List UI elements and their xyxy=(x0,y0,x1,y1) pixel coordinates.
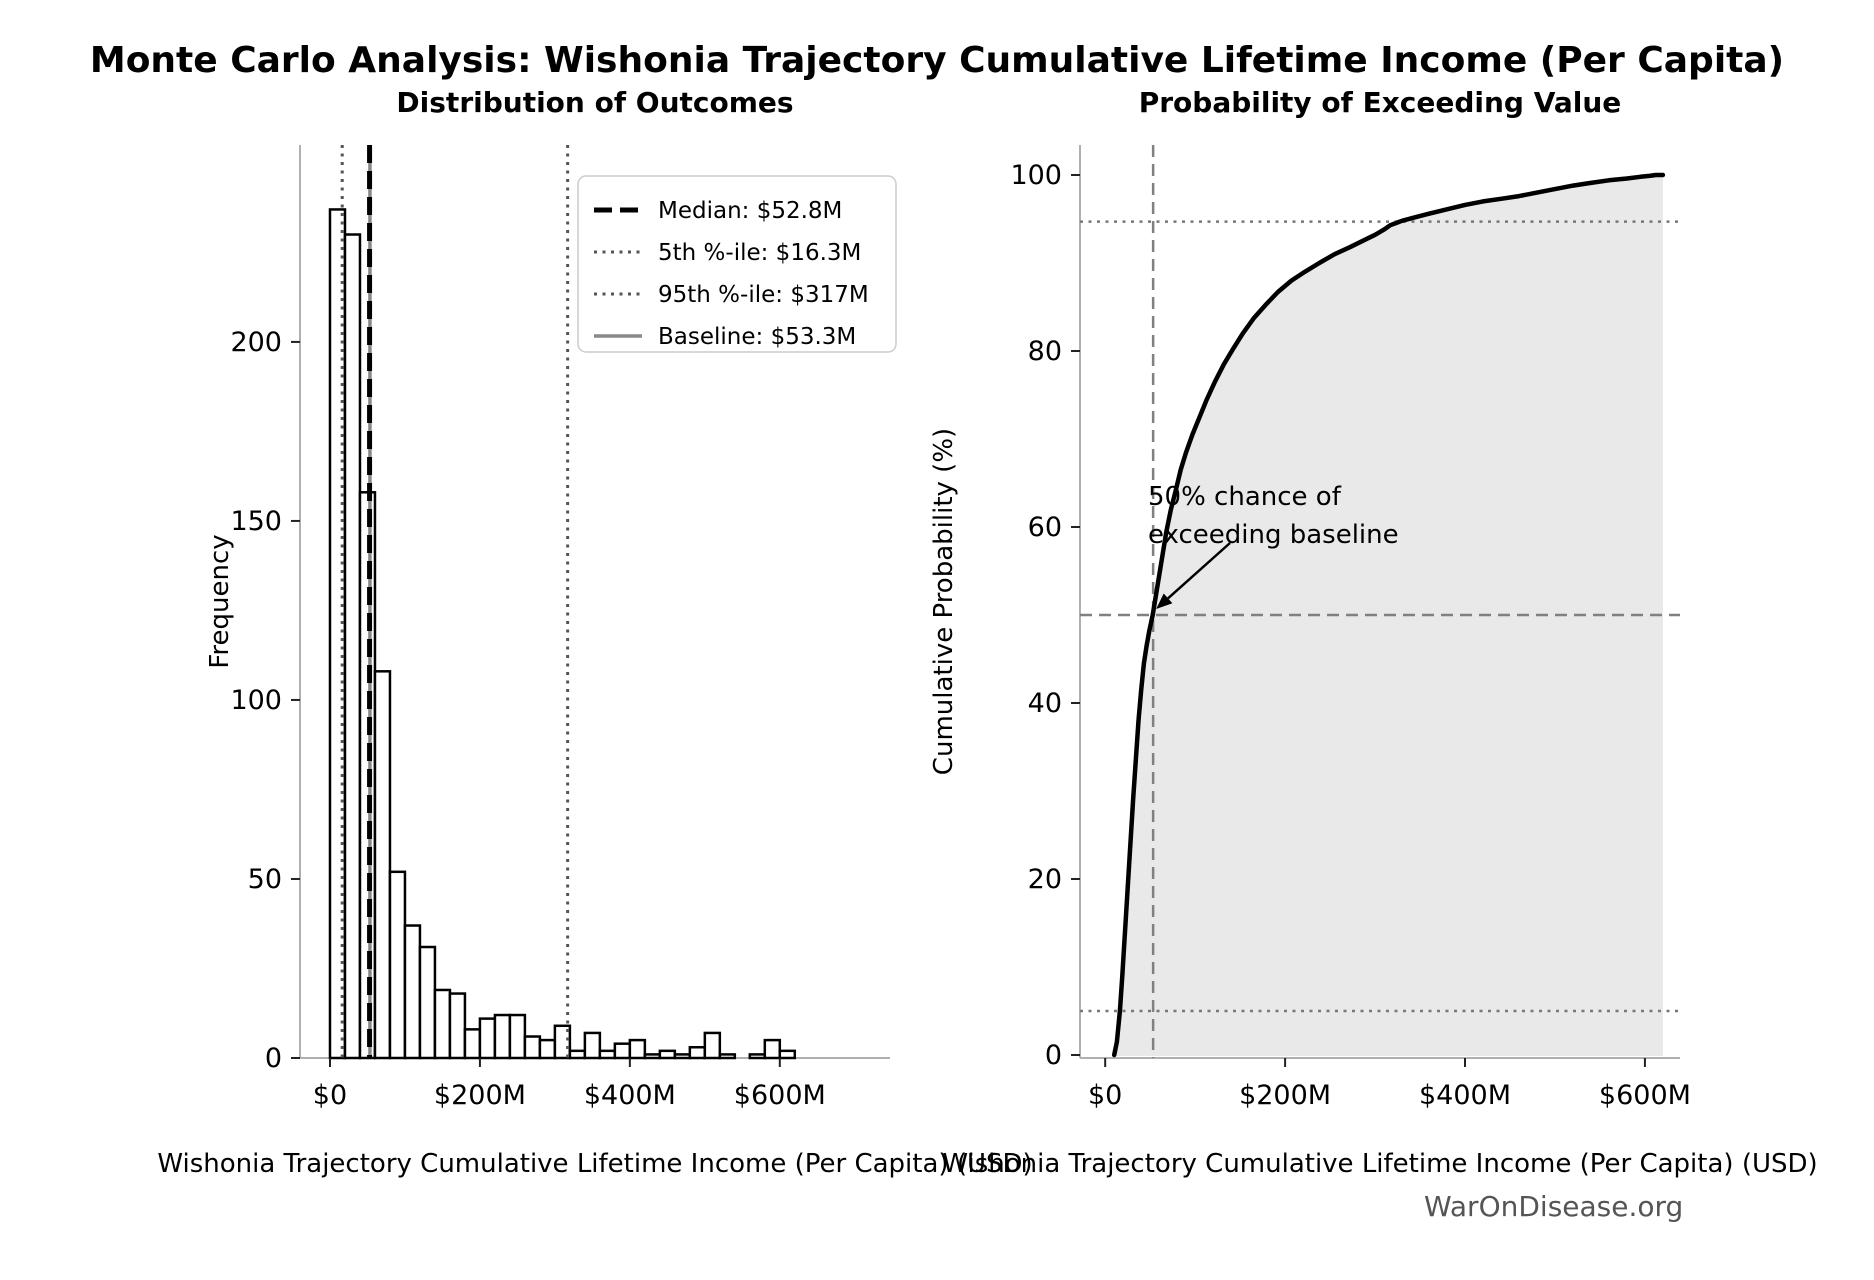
histogram-bar xyxy=(705,1033,720,1058)
figure-suptitle: Monte Carlo Analysis: Wishonia Trajectory Cumulative Lifetime Income (Per Capita) xyxy=(89,40,1785,81)
histogram-bar xyxy=(345,235,360,1058)
y-tick-label: 100 xyxy=(1010,160,1062,191)
annotation-line2: exceeding baseline xyxy=(1148,520,1399,550)
histogram-bar xyxy=(540,1040,555,1058)
y-tick-label: 40 xyxy=(1027,688,1062,719)
legend-label: 5th %-ile: $16.3M xyxy=(658,240,862,266)
histogram-bar xyxy=(375,671,390,1058)
x-tick-label: $600M xyxy=(733,1080,826,1111)
histogram-bar xyxy=(720,1054,735,1058)
y-tick-label: 100 xyxy=(230,684,282,716)
histogram-bar xyxy=(510,1015,525,1058)
x-tick-label: $400M xyxy=(1418,1080,1512,1111)
histogram-bar xyxy=(750,1054,765,1058)
histogram-xlabel: Wishonia Trajectory Cumulative Lifetime Income (Per Capita) (USD) xyxy=(157,1149,1033,1179)
legend-label: 95th %-ile: $317M xyxy=(658,282,869,308)
legend xyxy=(578,176,896,352)
histogram-bar xyxy=(405,926,420,1058)
x-tick-label: $0 xyxy=(312,1080,348,1111)
cdf-ylabel: Cumulative Probability (%) xyxy=(929,427,959,776)
histogram-bar xyxy=(630,1040,645,1058)
y-tick-label: 150 xyxy=(230,505,282,537)
histogram-ylabel: Frequency xyxy=(205,534,235,669)
y-tick-label: 200 xyxy=(230,326,282,358)
histogram-title: Distribution of Outcomes xyxy=(396,86,794,119)
histogram-bar xyxy=(585,1033,600,1058)
histogram-bar xyxy=(330,209,345,1058)
legend-label: Median: $52.8M xyxy=(658,198,843,224)
y-tick-label: 20 xyxy=(1027,864,1062,895)
x-tick-label: $0 xyxy=(1088,1080,1123,1111)
x-tick-label: $200M xyxy=(1239,1080,1332,1111)
y-tick-label: 80 xyxy=(1027,336,1062,367)
histogram-bar xyxy=(450,994,465,1058)
histogram-bar xyxy=(645,1054,660,1058)
histogram-bar xyxy=(600,1051,615,1058)
histogram-bar xyxy=(570,1051,585,1058)
cdf-axes xyxy=(929,86,1818,1179)
histogram-bar xyxy=(495,1015,510,1058)
x-tick-label: $200M xyxy=(433,1080,526,1111)
cdf-xlabel: Wishonia Trajectory Cumulative Lifetime Income (Per Capita) (USD) xyxy=(942,1149,1818,1179)
annotation-line1: 50% chance of xyxy=(1148,482,1341,512)
histogram-bar xyxy=(690,1047,705,1058)
x-tick-label: $600M xyxy=(1598,1080,1691,1111)
x-tick-label: $400M xyxy=(583,1080,676,1111)
y-tick-label: 60 xyxy=(1027,512,1062,543)
legend-label: Baseline: $53.3M xyxy=(658,324,857,350)
y-tick-label: 0 xyxy=(1044,1040,1062,1071)
histogram-bar xyxy=(435,990,450,1058)
histogram-bar xyxy=(765,1040,780,1058)
cdf-title: Probability of Exceeding Value xyxy=(1138,86,1622,119)
histogram-bar xyxy=(615,1044,630,1058)
histogram-bar xyxy=(480,1019,495,1058)
histogram-bar xyxy=(420,947,435,1058)
watermark: WarOnDisease.org xyxy=(1424,1190,1684,1223)
y-tick-label: 50 xyxy=(247,863,282,895)
histogram-bar xyxy=(390,872,405,1058)
histogram-bar xyxy=(780,1051,795,1058)
histogram-bar xyxy=(660,1051,675,1058)
histogram-bar xyxy=(465,1029,480,1058)
y-tick-label: 0 xyxy=(264,1043,282,1074)
histogram-bar xyxy=(525,1037,540,1058)
histogram-bar xyxy=(675,1054,690,1058)
